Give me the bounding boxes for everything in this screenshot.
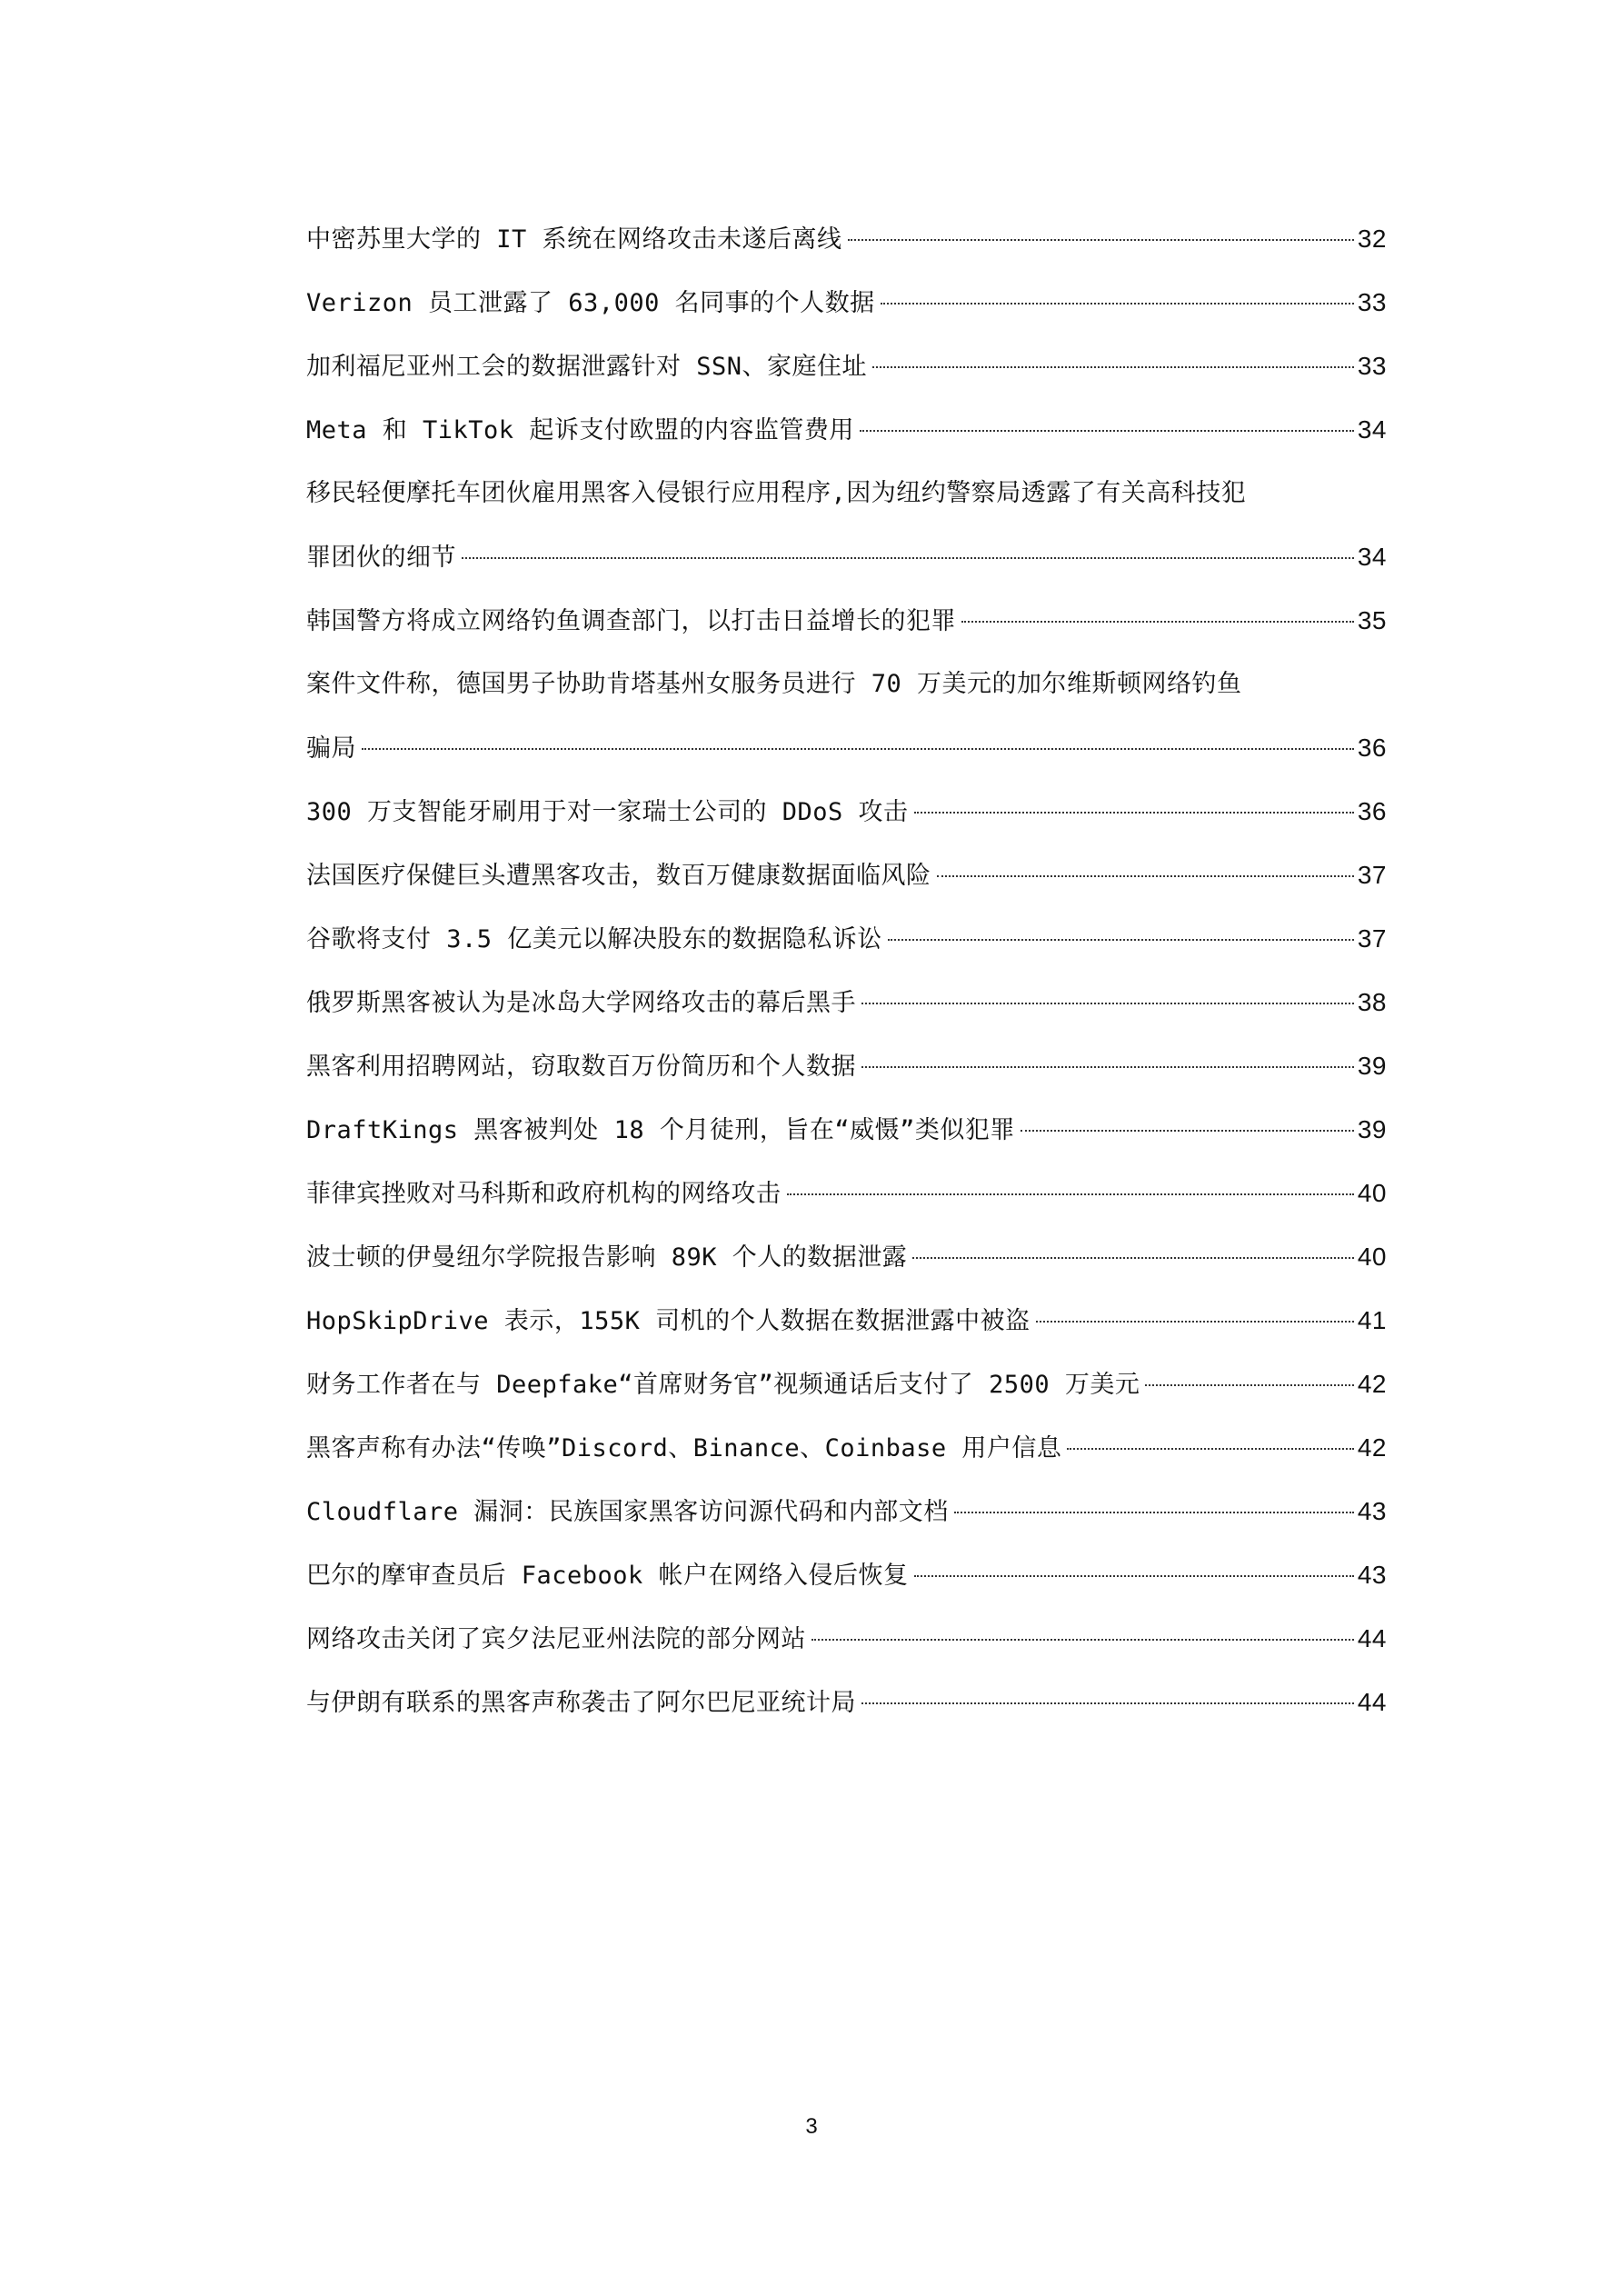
toc-entry[interactable] bbox=[306, 1671, 1387, 1734]
toc-entry-page: 36 bbox=[1357, 797, 1387, 825]
toc-entry[interactable] bbox=[306, 1098, 1387, 1162]
dot-leader bbox=[1145, 1384, 1354, 1386]
toc-entry[interactable] bbox=[306, 971, 1387, 1034]
dot-leader bbox=[1067, 1448, 1353, 1450]
dot-leader bbox=[912, 1257, 1354, 1259]
toc-entry-page: 40 bbox=[1357, 1179, 1387, 1207]
dot-leader bbox=[872, 366, 1354, 368]
toc-entry-page: 37 bbox=[1357, 861, 1387, 889]
toc-entry-page: 42 bbox=[1357, 1370, 1387, 1398]
dot-leader bbox=[954, 1512, 1354, 1513]
toc-entry-page: 33 bbox=[1357, 352, 1387, 380]
toc-entry-title: 波士顿的伊曼纽尔学院报告影响 89K 个人的数据泄露 bbox=[306, 1243, 908, 1272]
dot-leader bbox=[937, 875, 1354, 877]
toc-entry[interactable] bbox=[306, 1480, 1387, 1543]
toc-entry-title: 菲律宾挫败对马科斯和政府机构的网络攻击 bbox=[306, 1180, 782, 1208]
toc-entry-title: Verizon 员工泄露了 63,000 名同事的个人数据 bbox=[306, 289, 875, 317]
toc-entry[interactable] bbox=[306, 1353, 1387, 1416]
toc-entry[interactable] bbox=[306, 1543, 1387, 1607]
toc-entry-title: 谷歌将支付 3.5 亿美元以解决股东的数据隐私诉讼 bbox=[306, 925, 882, 953]
dot-leader bbox=[362, 748, 1354, 750]
dot-leader bbox=[1036, 1321, 1354, 1323]
toc-entry-title: 法国医疗保健巨头遭黑客攻击，数百万健康数据面临风险 bbox=[306, 862, 931, 890]
dot-leader bbox=[861, 1003, 1354, 1004]
dot-leader bbox=[860, 430, 1354, 432]
dot-leader bbox=[888, 939, 1354, 941]
toc-entry-title: Cloudflare 漏洞：民族国家黑客访问源代码和内部文档 bbox=[306, 1498, 949, 1526]
toc-entry[interactable] bbox=[306, 462, 1387, 589]
toc-entry-title: 网络攻击关闭了宾夕法尼亚州法院的部分网站 bbox=[306, 1625, 806, 1653]
toc-entry[interactable] bbox=[306, 1162, 1387, 1225]
toc-entry-page: 33 bbox=[1357, 288, 1387, 316]
toc-entry-title: 与伊朗有联系的黑客声称袭击了阿尔巴尼亚统计局 bbox=[306, 1689, 856, 1717]
toc-entry-title: 俄罗斯黑客被认为是冰岛大学网络攻击的幕后黑手 bbox=[306, 989, 856, 1017]
toc-entry[interactable] bbox=[306, 907, 1387, 971]
toc-entry[interactable] bbox=[306, 1607, 1387, 1671]
toc-entry-page: 42 bbox=[1357, 1433, 1387, 1462]
toc-entry-page: 43 bbox=[1357, 1497, 1387, 1525]
toc-entry-page: 34 bbox=[1357, 415, 1387, 444]
table-of-contents bbox=[306, 207, 1387, 1734]
toc-entry-title: 巴尔的摩审查员后 Facebook 帐户在网络入侵后恢复 bbox=[306, 1562, 909, 1590]
toc-entry[interactable] bbox=[306, 589, 1387, 653]
toc-entry-page: 35 bbox=[1357, 606, 1387, 634]
toc-entry[interactable] bbox=[306, 271, 1387, 334]
toc-entry-title-line1: 移民轻便摩托车团伙雇用黑客入侵银行应用程序,因为纽约警察局透露了有关高科技犯 bbox=[306, 479, 1247, 507]
toc-entry-title-line2: 骗局 bbox=[306, 734, 356, 763]
toc-entry[interactable] bbox=[306, 334, 1387, 398]
toc-entry-title: 财务工作者在与 Deepfake“首席财务官”视频通话后支付了 2500 万美元 bbox=[306, 1371, 1140, 1399]
toc-entry-title-line1: 案件文件称，德国男子协助肯塔基州女服务员进行 70 万美元的加尔维斯顿网络钓鱼 bbox=[306, 670, 1242, 698]
toc-entry-title-line2: 罪团伙的细节 bbox=[306, 544, 456, 572]
dot-leader bbox=[462, 557, 1354, 559]
toc-entry-page: 32 bbox=[1357, 225, 1387, 253]
toc-entry-title: Meta 和 TikTok 起诉支付欧盟的内容监管费用 bbox=[306, 416, 854, 444]
dot-leader bbox=[812, 1639, 1354, 1641]
toc-entry-page: 36 bbox=[1357, 734, 1387, 762]
toc-entry-title: 黑客声称有办法“传唤”Discord、Binance、Coinbase 用户信息 bbox=[306, 1434, 1062, 1462]
toc-entry[interactable] bbox=[306, 398, 1387, 462]
toc-entry[interactable] bbox=[306, 1289, 1387, 1353]
dot-leader bbox=[861, 1702, 1354, 1704]
dot-leader bbox=[1021, 1130, 1354, 1132]
toc-entry-title: 加利福尼亚州工会的数据泄露针对 SSN、家庭住址 bbox=[306, 353, 868, 381]
toc-entry[interactable] bbox=[306, 207, 1387, 271]
dot-leader bbox=[961, 621, 1354, 623]
toc-entry-title: 韩国警方将成立网络钓鱼调查部门，以打击日益增长的犯罪 bbox=[306, 607, 956, 635]
dot-leader bbox=[914, 812, 1354, 814]
toc-entry[interactable] bbox=[306, 1225, 1387, 1289]
toc-entry-page: 38 bbox=[1357, 988, 1387, 1016]
toc-entry-page: 43 bbox=[1357, 1561, 1387, 1589]
page-number: 3 bbox=[805, 2114, 818, 2139]
toc-entry-page: 41 bbox=[1357, 1306, 1387, 1334]
toc-entry[interactable] bbox=[306, 653, 1387, 780]
toc-entry-title: DraftKings 黑客被判处 18 个月徒刑，旨在“威慑”类似犯罪 bbox=[306, 1116, 1015, 1144]
toc-entry[interactable] bbox=[306, 780, 1387, 844]
toc-entry-title: 黑客利用招聘网站，窃取数百万份简历和个人数据 bbox=[306, 1053, 856, 1081]
toc-entry-page: 40 bbox=[1357, 1243, 1387, 1271]
toc-entry-title: 中密苏里大学的 IT 系统在网络攻击未遂后离线 bbox=[306, 225, 842, 254]
dot-leader bbox=[848, 239, 1354, 241]
toc-entry-page: 44 bbox=[1357, 1624, 1387, 1652]
toc-entry[interactable] bbox=[306, 1034, 1387, 1098]
toc-entry-page: 37 bbox=[1357, 924, 1387, 953]
toc-entry-page: 39 bbox=[1357, 1052, 1387, 1080]
toc-entry-page: 44 bbox=[1357, 1688, 1387, 1716]
dot-leader bbox=[787, 1193, 1354, 1195]
toc-entry-page: 34 bbox=[1357, 543, 1387, 571]
toc-entry-title: 300 万支智能牙刷用于对一家瑞士公司的 DDoS 攻击 bbox=[306, 798, 909, 826]
toc-entry[interactable] bbox=[306, 844, 1387, 907]
dot-leader bbox=[861, 1066, 1354, 1068]
toc-entry[interactable] bbox=[306, 1416, 1387, 1480]
dot-leader bbox=[881, 303, 1354, 304]
toc-entry-title: HopSkipDrive 表示，155K 司机的个人数据在数据泄露中被盗 bbox=[306, 1307, 1031, 1335]
dot-leader bbox=[914, 1575, 1354, 1577]
toc-entry-page: 39 bbox=[1357, 1115, 1387, 1143]
